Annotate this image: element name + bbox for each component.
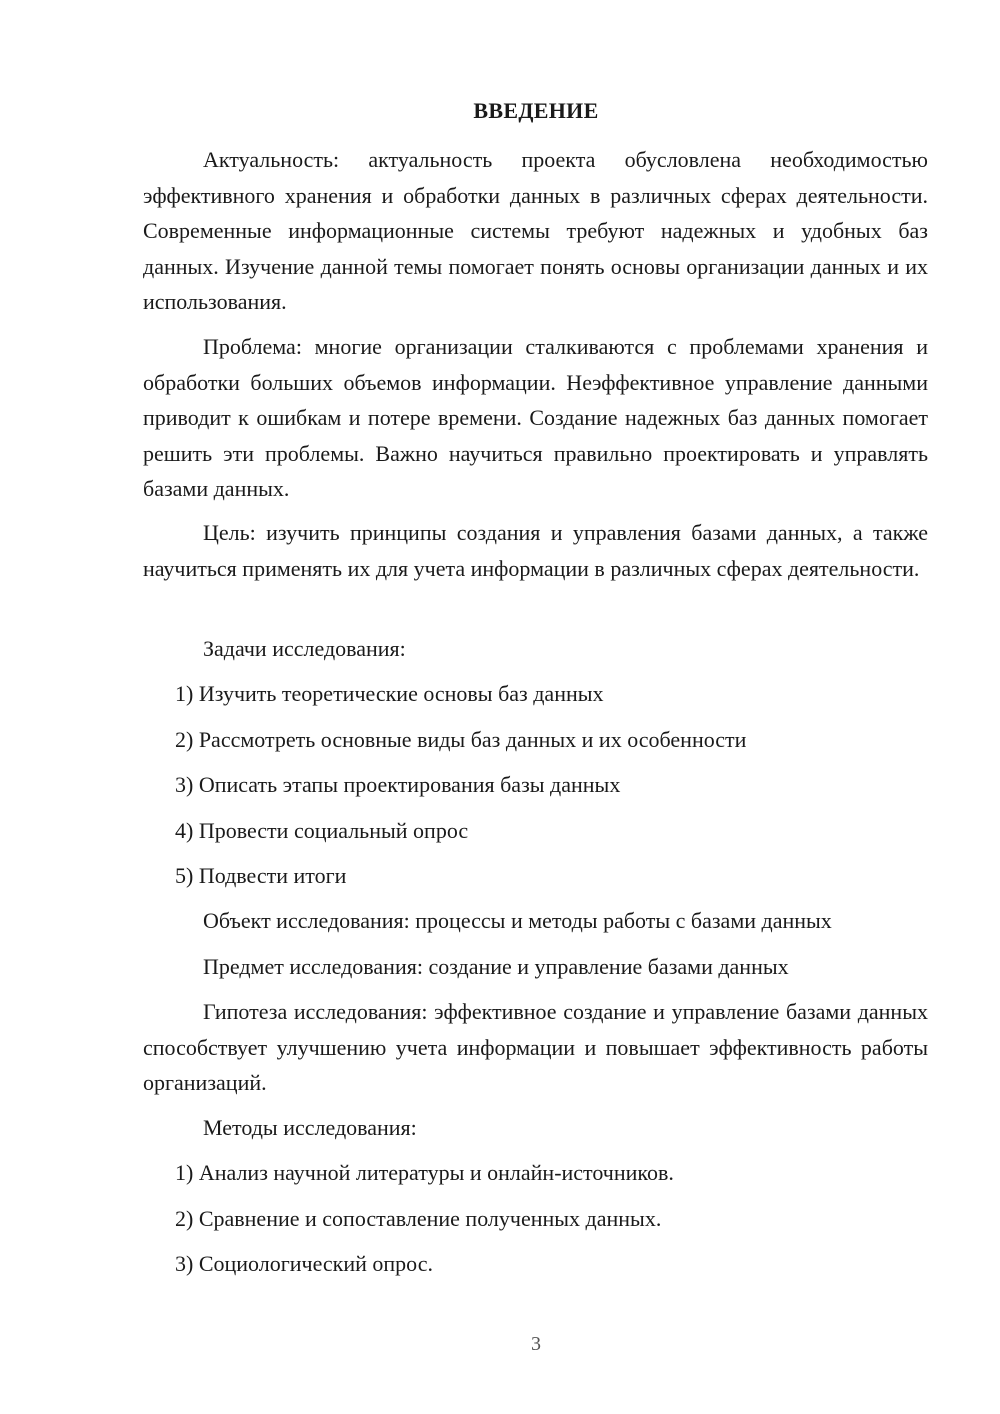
task-item: 4) Провести социальный опрос: [175, 818, 469, 843]
page-number: 3: [531, 1333, 541, 1355]
task-item: 5) Подвести итоги: [175, 863, 347, 888]
page-title: ВВЕДЕНИЕ: [473, 98, 599, 123]
method-item: 1) Анализ научной литературы и онлайн-источников.: [175, 1160, 674, 1185]
relevance-paragraph: Актуальность: актуальность проекта обусловлена необходимостью эффективного хранения и обработки данных в различных сферах деятельности. Современные информационные системы требуют надежных и удобных баз данных. Изучение данной темы помогает понять основы организации данных и их использования.: [143, 147, 928, 314]
tasks-heading: Задачи исследования:: [203, 636, 406, 661]
hypothesis-paragraph: Гипотеза исследования: эффективное создание и управление базами данных способствует улучшению учета информации и повышает эффективность работы организаций.: [143, 999, 928, 1095]
task-item: 3) Описать этапы проектирования базы данных: [175, 772, 621, 797]
methods-heading: Методы исследования:: [203, 1115, 417, 1140]
goal-paragraph: Цель: изучить принципы создания и управления базами данных, а также научиться применять их для учета информации в различных сферах деятельности.: [143, 520, 928, 581]
problem-paragraph: Проблема: многие организации сталкиваются с проблемами хранения и обработки больших объемов информации. Неэффективное управление данными приводит к ошибкам и потере времени. Создание надежных баз данных помогает решить эти проблемы. Важно научиться правильно проектировать и управлять базами данных.: [143, 334, 928, 501]
method-item: 3) Социологический опрос.: [175, 1251, 433, 1276]
method-item: 2) Сравнение и сопоставление полученных данных.: [175, 1206, 662, 1231]
task-item: 1) Изучить теоретические основы баз данных: [175, 681, 604, 706]
subject-line: Предмет исследования: создание и управление базами данных: [203, 954, 789, 979]
object-line: Объект исследования: процессы и методы работы с базами данных: [203, 908, 832, 933]
task-item: 2) Рассмотреть основные виды баз данных и их особенности: [175, 727, 747, 752]
